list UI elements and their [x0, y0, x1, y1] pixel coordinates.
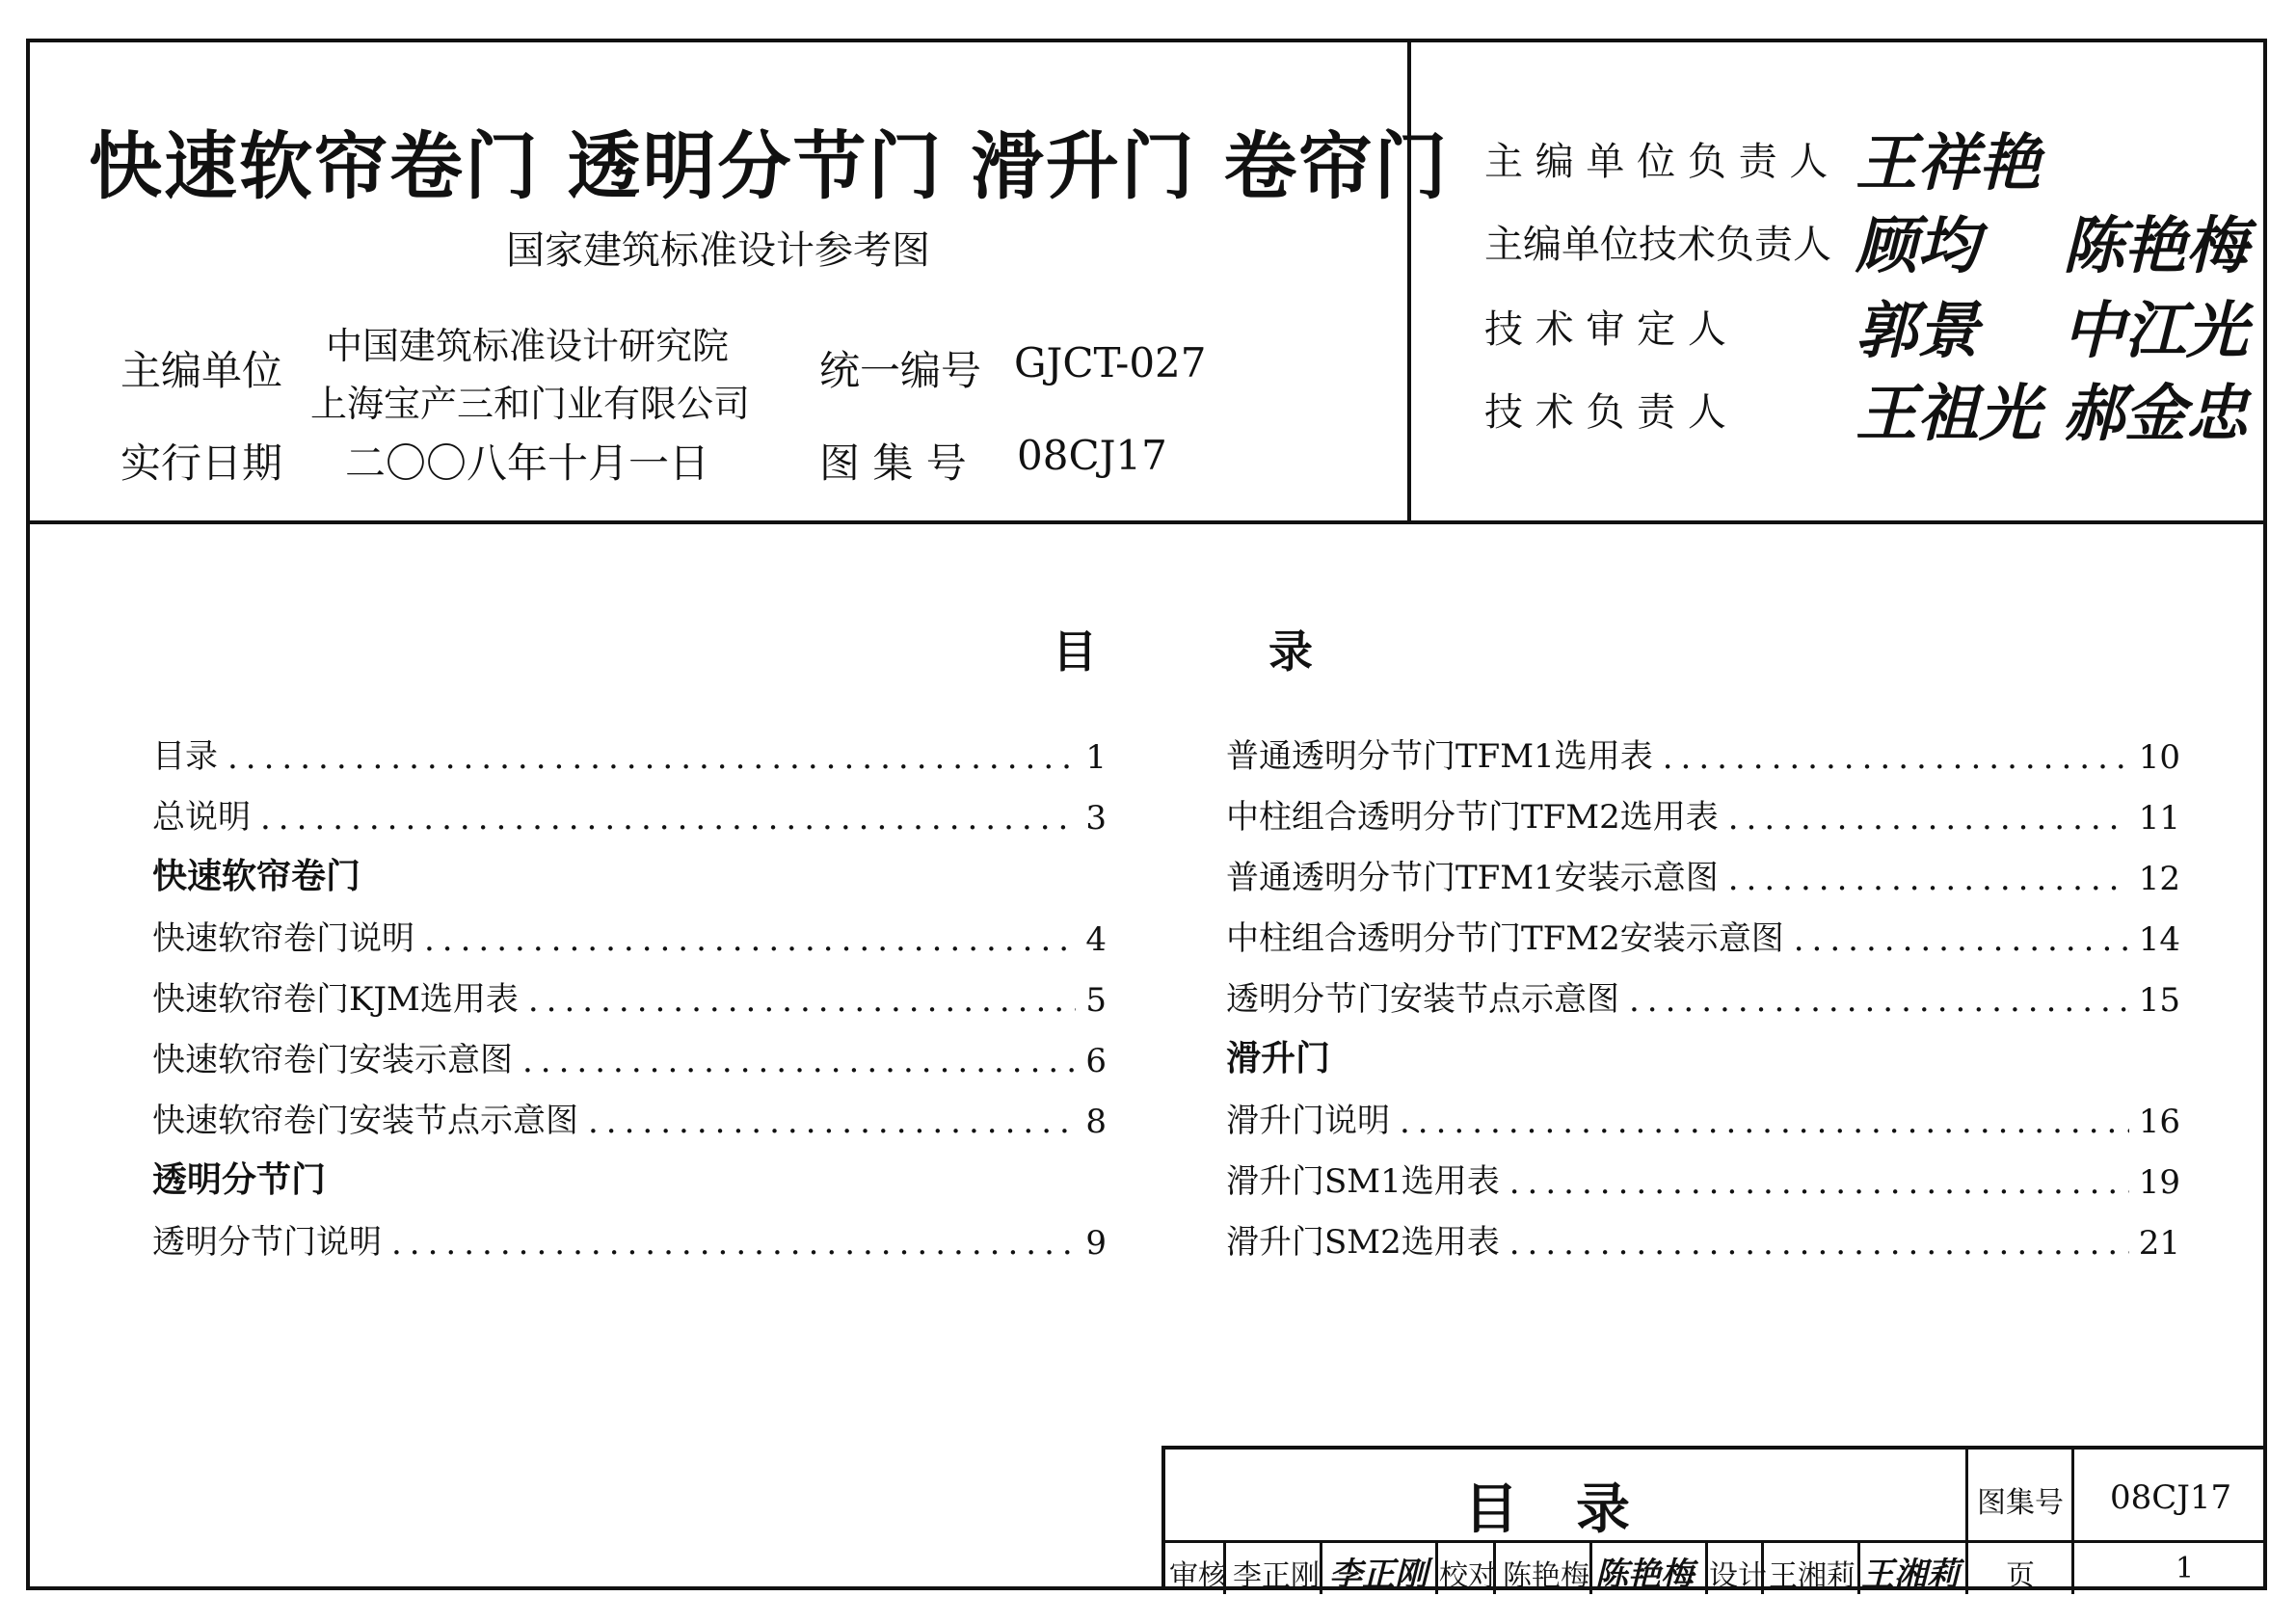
toc-leader-dots [528, 981, 1077, 1020]
review-label: 审核 [1169, 1559, 1227, 1593]
checker-signature: 陈艳梅 [1595, 1556, 1694, 1594]
toc-title-a: 目 [1053, 625, 1097, 678]
toc-section-heading [152, 850, 1107, 898]
resp-label-tech-lead: 技 术 负 责 人 [1484, 390, 1726, 435]
toc-entry-title: 滑升门SM1选用表 [1226, 1162, 1500, 1201]
toc-leader-dots [1663, 738, 2129, 777]
toc-entry-page: 16 [2138, 1103, 2180, 1141]
toc-entry-page: 12 [2138, 860, 2180, 898]
toc-entry-title: 目录 [152, 737, 218, 776]
toc-entry-page: 5 [1085, 981, 1107, 1020]
toc-leader-dots [1400, 1103, 2129, 1141]
toc-entry-page: 19 [2138, 1163, 2180, 1202]
resp-label-tech-chief: 主编单位技术负责人 [1484, 223, 1831, 267]
resp-label-tech-approver: 技 术 审 定 人 [1484, 307, 1726, 352]
signature: 王祖光 [1855, 378, 2041, 450]
atlas-number: 08CJ17 [1017, 432, 1167, 479]
atlas-number-label: 图 集 号 [819, 439, 967, 487]
toc-leader-dots [424, 920, 1076, 959]
toc-leader-dots [1629, 981, 2129, 1020]
toc-entry[interactable] [1226, 1154, 2180, 1202]
toc-leader-dots [1794, 920, 2129, 959]
toc-entry[interactable] [152, 971, 1107, 1020]
toc-entry-title: 普通透明分节门TFM1安装示意图 [1226, 859, 1719, 897]
toc-entry[interactable] [1226, 911, 2180, 959]
designer-signature: 王湘莉 [1861, 1556, 1960, 1594]
toc-entry-page: 4 [1085, 920, 1107, 959]
toc-entry-page: 9 [1085, 1224, 1107, 1263]
toc-entry-page: 14 [2138, 920, 2180, 959]
date-label: 实行日期 [120, 439, 283, 487]
page-label: 页 [2006, 1559, 2035, 1593]
toc-leader-dots [1509, 1163, 2129, 1202]
toc-entry[interactable] [152, 911, 1107, 959]
reviewer-signature: 李正刚 [1329, 1556, 1428, 1594]
toc-entry[interactable] [152, 1093, 1107, 1141]
toc-leader-dots [1728, 799, 2129, 838]
toc-entry-title: 中柱组合透明分节门TFM2安装示意图 [1226, 919, 1784, 958]
reviewer-name: 李正刚 [1233, 1559, 1320, 1593]
design-label: 设计 [1709, 1559, 1767, 1593]
toc-leader-dots [227, 738, 1076, 777]
toc-leader-dots [588, 1103, 1076, 1141]
toc-entry-title: 快速软帘卷门安装节点示意图 [152, 1102, 578, 1140]
toc-entry[interactable] [1226, 1214, 2180, 1263]
signature: 郭景 [1855, 295, 1979, 367]
atlas-subtitle: 国家建筑标准设计参考图 [506, 228, 930, 273]
toc-entry[interactable] [1226, 1093, 2180, 1141]
toc-entry-page: 6 [1085, 1042, 1107, 1080]
toc-leader-dots [522, 1042, 1076, 1080]
toc-entry-title: 快速软帘卷门说明 [152, 919, 414, 958]
resp-label-chief-unit: 主 编 单 位 负 责 人 [1484, 140, 1829, 184]
signature: 陈艳梅 [2063, 210, 2248, 282]
toc-entry-title: 总说明 [152, 798, 251, 837]
toc-entry[interactable] [1226, 850, 2180, 898]
toc-entry-title: 透明分节门说明 [152, 1223, 382, 1262]
toc-entry[interactable] [1226, 789, 2180, 838]
signature: 中江光 [2063, 295, 2248, 367]
signature: 王祥艳 [1855, 127, 2041, 200]
editor-unit-label: 主编单位 [120, 347, 283, 394]
title-block [1161, 1446, 2267, 1594]
title-block-atlas-label: 图集号 [1977, 1486, 2064, 1520]
toc-entry-page: 21 [2138, 1224, 2180, 1263]
toc-entry-title: 快速软帘卷门安装示意图 [152, 1041, 513, 1079]
toc-title-b: 录 [1268, 625, 1313, 678]
unified-code-label: 统一编号 [819, 347, 982, 394]
toc-entry-title: 透明分节门安装节点示意图 [1226, 980, 1619, 1019]
toc-entry[interactable] [1226, 729, 2180, 777]
toc-entry[interactable] [152, 1214, 1107, 1263]
toc-entry-page: 1 [1085, 738, 1107, 777]
unified-code: GJCT-027 [1014, 339, 1207, 386]
editor-unit-2: 上海宝产三和门业有限公司 [310, 383, 751, 425]
toc-entry[interactable] [152, 789, 1107, 838]
toc-entry-page: 11 [2138, 799, 2180, 838]
toc-entry-title: 滑升门SM2选用表 [1226, 1223, 1500, 1262]
title-block-name: 目录 [1464, 1478, 1688, 1541]
atlas-title: 快速软帘卷门 透明分节门 滑升门 卷帘门 [89, 123, 1450, 209]
toc-entry-page: 8 [1085, 1103, 1107, 1141]
check-label: 校对 [1439, 1559, 1497, 1593]
toc-entry-title: 滑升门 [1226, 1039, 1331, 1078]
toc-entry-title: 中柱组合透明分节门TFM2选用表 [1226, 798, 1719, 837]
toc-entry[interactable] [1226, 971, 2180, 1020]
signature: 顾均 [1855, 210, 1979, 282]
editor-unit-1: 中国建筑标准设计研究院 [326, 325, 730, 367]
designer-name: 王湘莉 [1769, 1559, 1855, 1593]
toc-entry-title: 透明分节门 [152, 1160, 327, 1200]
checker-name: 陈艳梅 [1503, 1559, 1589, 1593]
toc-entry-page: 3 [1085, 799, 1107, 838]
toc-entry[interactable] [152, 729, 1107, 777]
toc-section-heading [152, 1154, 1107, 1202]
date-value: 二〇〇八年十月一日 [345, 439, 710, 487]
title-block-atlas-code: 08CJ17 [2110, 1478, 2232, 1517]
toc-section-heading [1226, 1032, 2180, 1080]
toc-leader-dots [1509, 1224, 2129, 1263]
toc-leader-dots [391, 1224, 1076, 1263]
toc-leader-dots [260, 799, 1076, 838]
page-number: 1 [2176, 1552, 2195, 1585]
toc-entry-title: 快速软帘卷门 [152, 857, 361, 896]
toc-leader-dots [1728, 860, 2129, 898]
signature: 郝金忠 [2063, 378, 2248, 450]
toc-entry-page: 10 [2138, 738, 2180, 777]
toc-entry-title: 快速软帘卷门KJM选用表 [152, 980, 519, 1019]
header-divider-horizontal [30, 520, 2263, 524]
toc-entry-page: 15 [2138, 981, 2180, 1020]
toc-entry-title: 普通透明分节门TFM1选用表 [1226, 737, 1653, 776]
toc-entry-title: 滑升门说明 [1226, 1102, 1390, 1140]
toc-entry[interactable] [152, 1032, 1107, 1080]
